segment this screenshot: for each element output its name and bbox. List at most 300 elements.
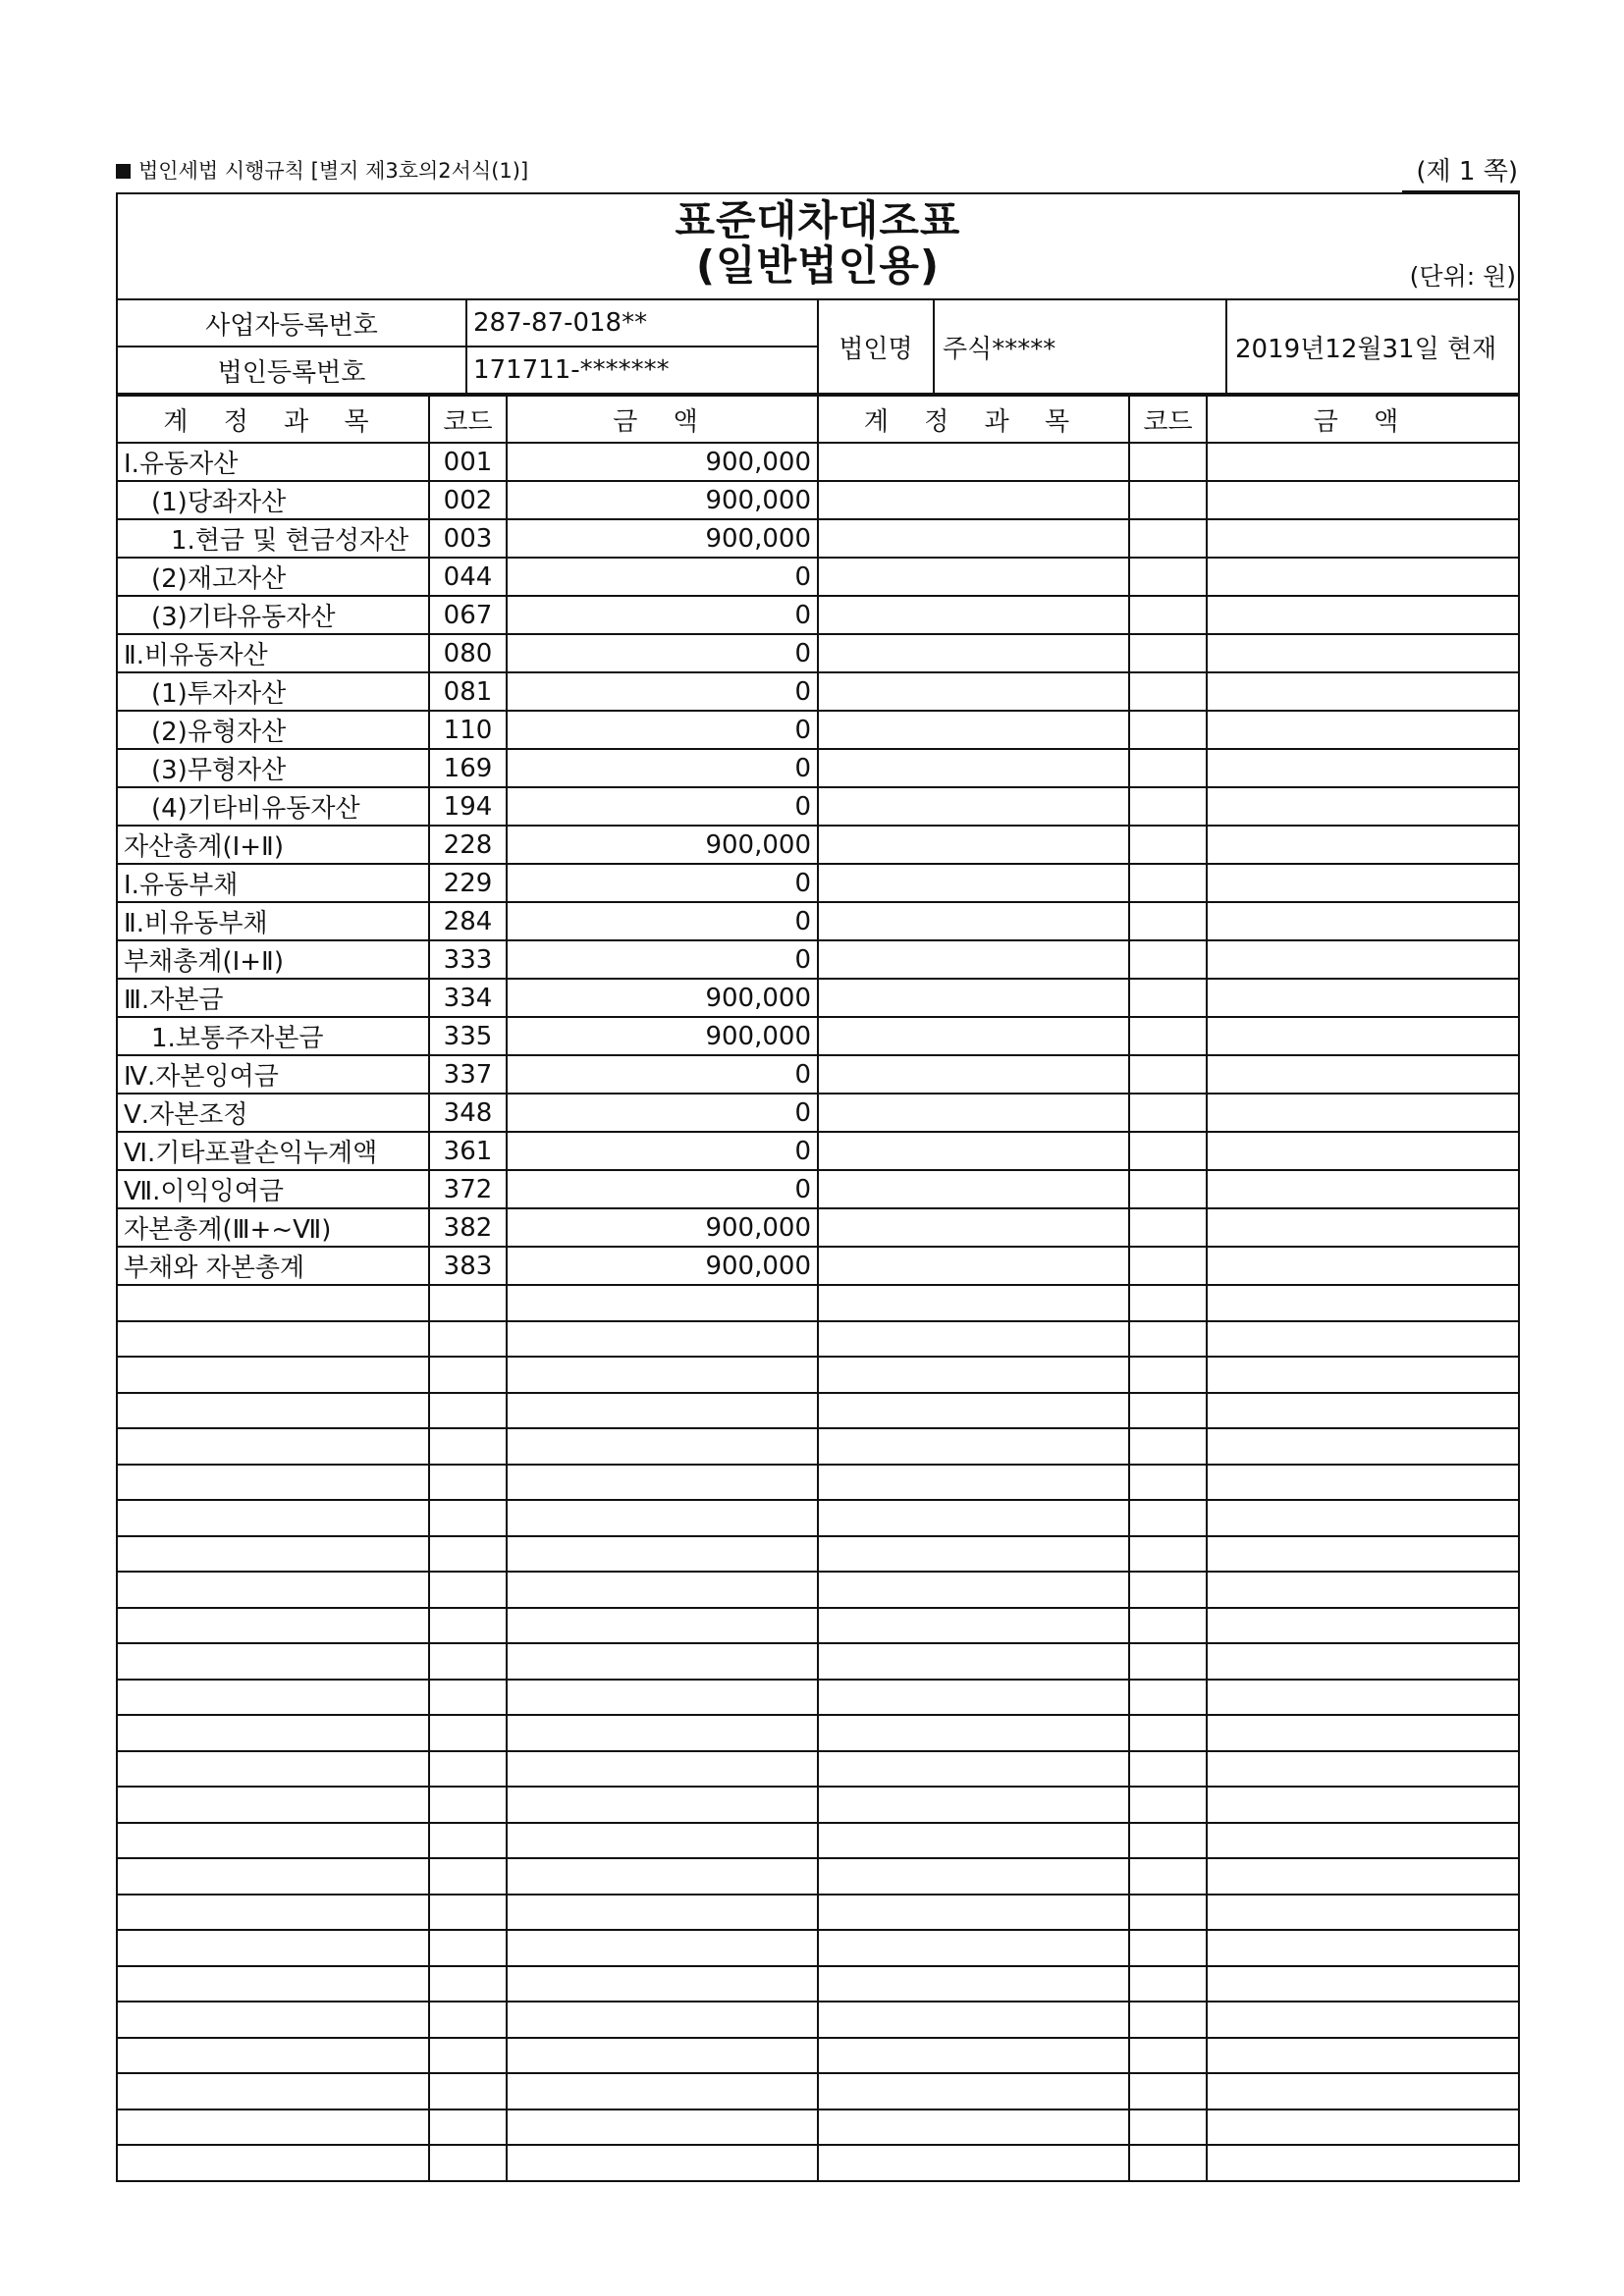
- code-cell: [429, 1393, 507, 1429]
- code-cell-right: [1129, 1321, 1207, 1358]
- account-cell-right: [818, 1643, 1129, 1680]
- code-cell-right: [1129, 1787, 1207, 1823]
- amount-cell: 0: [507, 749, 818, 787]
- amount-cell: [507, 1608, 818, 1644]
- amount-cell: 0: [507, 711, 818, 749]
- amount-cell: 0: [507, 1055, 818, 1094]
- code-cell-right: [1129, 711, 1207, 749]
- table-row: [118, 864, 1518, 902]
- code-cell-right: [1129, 2145, 1207, 2180]
- amount-cell: [507, 2109, 818, 2146]
- code-cell: [429, 1966, 507, 2002]
- code-cell: [429, 2073, 507, 2109]
- amount-cell: 0: [507, 558, 818, 596]
- code-cell: [429, 1680, 507, 1716]
- col-header-code-right: 코드: [1129, 396, 1207, 443]
- table-row: [118, 2002, 1518, 2038]
- code-cell: 067: [429, 596, 507, 634]
- col-header-code-left: 코드: [429, 396, 507, 443]
- code-cell: [429, 1285, 507, 1321]
- account-cell-right: [818, 711, 1129, 749]
- code-cell: [429, 1715, 507, 1751]
- amount-cell: [507, 1751, 818, 1788]
- account-cell: (3)무형자산: [118, 749, 429, 787]
- code-cell: [429, 2002, 507, 2038]
- amount-cell: 900,000: [507, 443, 818, 481]
- amount-cell-right: [1207, 1132, 1518, 1170]
- table-row: [118, 1643, 1518, 1680]
- code-cell: [429, 1357, 507, 1393]
- amount-cell-right: [1207, 787, 1518, 826]
- account-cell-right: [818, 1500, 1129, 1536]
- amount-cell-right: [1207, 1321, 1518, 1358]
- account-cell-right: [818, 1787, 1129, 1823]
- code-cell-right: [1129, 940, 1207, 979]
- code-cell: 194: [429, 787, 507, 826]
- code-cell: 333: [429, 940, 507, 979]
- code-cell: [429, 1858, 507, 1895]
- account-cell-right: [818, 1132, 1129, 1170]
- code-cell: 335: [429, 1017, 507, 1055]
- amount-cell-right: [1207, 481, 1518, 519]
- code-cell-right: [1129, 1715, 1207, 1751]
- table-row: [118, 1428, 1518, 1465]
- code-cell-right: [1129, 787, 1207, 826]
- account-cell: [118, 2073, 429, 2109]
- amount-cell: [507, 1536, 818, 1573]
- code-cell-right: [1129, 902, 1207, 940]
- account-cell-right: [818, 1357, 1129, 1393]
- table-row: [118, 1500, 1518, 1536]
- code-cell: [429, 1751, 507, 1788]
- code-cell: [429, 1321, 507, 1358]
- amount-cell: [507, 1930, 818, 1966]
- table-row: [118, 1017, 1518, 1055]
- amount-cell-right: [1207, 1357, 1518, 1393]
- amount-cell-right: [1207, 864, 1518, 902]
- amount-cell-right: [1207, 1966, 1518, 2002]
- table-row: [118, 1930, 1518, 1966]
- code-cell-right: [1129, 1966, 1207, 2002]
- amount-cell-right: [1207, 2145, 1518, 2180]
- amount-cell-right: [1207, 1823, 1518, 1859]
- account-cell: Ⅴ.자본조정: [118, 1094, 429, 1132]
- account-cell: [118, 1357, 429, 1393]
- code-cell-right: [1129, 1680, 1207, 1716]
- account-cell-right: [818, 558, 1129, 596]
- account-cell: Ⅶ.이익잉여금: [118, 1170, 429, 1208]
- code-cell: 169: [429, 749, 507, 787]
- table-row: [118, 1094, 1518, 1132]
- account-cell: [118, 1715, 429, 1751]
- code-cell-right: [1129, 672, 1207, 711]
- table-row: [118, 1393, 1518, 1429]
- account-cell-right: [818, 940, 1129, 979]
- amount-cell-right: [1207, 826, 1518, 864]
- code-cell-right: [1129, 1572, 1207, 1608]
- account-cell-right: [818, 1017, 1129, 1055]
- amount-cell: [507, 1787, 818, 1823]
- amount-cell: [507, 2038, 818, 2074]
- amount-cell: 900,000: [507, 1247, 818, 1285]
- table-row: [118, 1170, 1518, 1208]
- account-cell-right: [818, 443, 1129, 481]
- code-cell-right: [1129, 1285, 1207, 1321]
- account-cell: Ⅲ.자본금: [118, 979, 429, 1017]
- table-row: [118, 1751, 1518, 1788]
- code-cell-right: [1129, 1608, 1207, 1644]
- account-cell-right: [818, 1393, 1129, 1429]
- amount-cell-right: [1207, 1751, 1518, 1788]
- code-cell: 081: [429, 672, 507, 711]
- unit-label: (단위: 원): [1409, 262, 1516, 291]
- code-cell: [429, 2145, 507, 2180]
- account-cell: [118, 1680, 429, 1716]
- amount-cell-right: [1207, 1715, 1518, 1751]
- amount-cell-right: [1207, 2002, 1518, 2038]
- amount-cell: [507, 1715, 818, 1751]
- account-cell: Ⅵ.기타포괄손익누계액: [118, 1132, 429, 1170]
- corp-reg-value: 171711-*******: [466, 347, 818, 394]
- amount-cell: [507, 1428, 818, 1465]
- amount-cell: 0: [507, 672, 818, 711]
- table-row: [118, 481, 1518, 519]
- account-cell: Ⅳ.자본잉여금: [118, 1055, 429, 1094]
- account-cell-right: [818, 2145, 1129, 2180]
- table-row: [118, 1247, 1518, 1285]
- amount-cell-right: [1207, 1680, 1518, 1716]
- amount-cell-right: [1207, 1393, 1518, 1429]
- account-cell: [118, 1500, 429, 1536]
- amount-cell-right: [1207, 1285, 1518, 1321]
- amount-cell-right: [1207, 596, 1518, 634]
- table-row: [118, 2109, 1518, 2146]
- code-cell: [429, 1536, 507, 1573]
- account-cell: [118, 2038, 429, 2074]
- company-info-table: [118, 300, 1518, 395]
- amount-cell: 900,000: [507, 1017, 818, 1055]
- code-cell: [429, 1823, 507, 1859]
- form-header: [116, 149, 1520, 192]
- account-cell-right: [818, 2073, 1129, 2109]
- amount-cell: 0: [507, 634, 818, 672]
- code-cell: 383: [429, 1247, 507, 1285]
- code-cell: 080: [429, 634, 507, 672]
- account-cell: [118, 1751, 429, 1788]
- col-header-amount-left: 금 액: [507, 396, 818, 443]
- amount-cell: [507, 1285, 818, 1321]
- code-cell-right: [1129, 1208, 1207, 1247]
- amount-cell-right: [1207, 1643, 1518, 1680]
- code-cell-right: [1129, 2038, 1207, 2074]
- amount-cell-right: [1207, 1930, 1518, 1966]
- account-cell-right: [818, 2109, 1129, 2146]
- table-row: [118, 519, 1518, 558]
- account-cell: [118, 1393, 429, 1429]
- code-cell-right: [1129, 1247, 1207, 1285]
- code-cell: 372: [429, 1170, 507, 1208]
- table-row: [118, 1357, 1518, 1393]
- amount-cell-right: [1207, 1208, 1518, 1247]
- amount-cell-right: [1207, 902, 1518, 940]
- account-cell: (2)재고자산: [118, 558, 429, 596]
- code-cell-right: [1129, 1643, 1207, 1680]
- code-cell-right: [1129, 443, 1207, 481]
- amount-cell: [507, 1858, 818, 1895]
- code-cell-right: [1129, 1132, 1207, 1170]
- code-cell: [429, 1895, 507, 1931]
- table-row: [118, 2073, 1518, 2109]
- amount-cell: [507, 1465, 818, 1501]
- code-cell-right: [1129, 826, 1207, 864]
- amount-cell-right: [1207, 1465, 1518, 1501]
- corp-reg-label: 법인등록번호: [118, 347, 466, 394]
- table-row: [118, 826, 1518, 864]
- code-cell: [429, 2038, 507, 2074]
- table-row: [118, 1966, 1518, 2002]
- biz-reg-label: 사업자등록번호: [118, 300, 466, 347]
- code-cell-right: [1129, 1536, 1207, 1573]
- amount-cell-right: [1207, 2109, 1518, 2146]
- amount-cell-right: [1207, 1500, 1518, 1536]
- amount-cell: [507, 1680, 818, 1716]
- account-cell: Ⅰ.유동부채: [118, 864, 429, 902]
- amount-cell: [507, 1321, 818, 1358]
- table-row: [118, 1858, 1518, 1895]
- account-cell: [118, 1823, 429, 1859]
- amount-cell: 900,000: [507, 979, 818, 1017]
- table-row: [118, 672, 1518, 711]
- table-row: [118, 1055, 1518, 1094]
- table-row: [118, 1608, 1518, 1644]
- amount-cell-right: [1207, 558, 1518, 596]
- amount-cell: 0: [507, 1094, 818, 1132]
- amount-cell-right: [1207, 672, 1518, 711]
- amount-cell-right: [1207, 1055, 1518, 1094]
- page-number: (제 1 쪽): [1416, 157, 1518, 187]
- code-cell-right: [1129, 1170, 1207, 1208]
- account-cell: 1.보통주자본금: [118, 1017, 429, 1055]
- code-cell-right: [1129, 1465, 1207, 1501]
- amount-cell: 900,000: [507, 481, 818, 519]
- code-cell-right: [1129, 1017, 1207, 1055]
- account-cell-right: [818, 1966, 1129, 2002]
- table-row: [118, 1680, 1518, 1716]
- table-row: [118, 1895, 1518, 1931]
- amount-cell-right: [1207, 1170, 1518, 1208]
- code-cell-right: [1129, 2002, 1207, 2038]
- table-row: [118, 1572, 1518, 1608]
- amount-cell: 900,000: [507, 1208, 818, 1247]
- table-row: [118, 902, 1518, 940]
- amount-cell: 0: [507, 787, 818, 826]
- amount-cell-right: [1207, 1895, 1518, 1931]
- amount-cell: [507, 2145, 818, 2180]
- code-cell-right: [1129, 1823, 1207, 1859]
- code-cell: [429, 2109, 507, 2146]
- code-cell: 361: [429, 1132, 507, 1170]
- form-title-line2: (일반법인용): [695, 241, 941, 290]
- account-cell: (1)투자자산: [118, 672, 429, 711]
- amount-cell-right: [1207, 519, 1518, 558]
- code-cell: 001: [429, 443, 507, 481]
- account-cell-right: [818, 1321, 1129, 1358]
- col-header-amount-right: 금 액: [1207, 396, 1518, 443]
- account-cell: 부채와 자본총계: [118, 1247, 429, 1285]
- table-row: [118, 979, 1518, 1017]
- account-cell: [118, 1858, 429, 1895]
- code-cell: 110: [429, 711, 507, 749]
- code-cell: 229: [429, 864, 507, 902]
- square-bullet-icon: [116, 164, 131, 179]
- amount-cell-right: [1207, 711, 1518, 749]
- account-cell-right: [818, 1572, 1129, 1608]
- account-cell-right: [818, 1536, 1129, 1573]
- code-cell-right: [1129, 519, 1207, 558]
- amount-cell-right: [1207, 749, 1518, 787]
- account-cell: [118, 1465, 429, 1501]
- account-cell-right: [818, 749, 1129, 787]
- code-cell: [429, 1500, 507, 1536]
- amount-cell-right: [1207, 443, 1518, 481]
- code-cell-right: [1129, 1930, 1207, 1966]
- code-cell: 348: [429, 1094, 507, 1132]
- account-cell-right: [818, 1751, 1129, 1788]
- account-cell-right: [818, 1823, 1129, 1859]
- amount-cell: 0: [507, 1132, 818, 1170]
- account-cell-right: [818, 1858, 1129, 1895]
- account-cell: [118, 1285, 429, 1321]
- amount-cell: 900,000: [507, 519, 818, 558]
- amount-cell: 0: [507, 596, 818, 634]
- balance-table: [118, 395, 1518, 2180]
- amount-cell-right: [1207, 1536, 1518, 1573]
- code-cell: [429, 1787, 507, 1823]
- amount-cell: 900,000: [507, 826, 818, 864]
- amount-cell-right: [1207, 1608, 1518, 1644]
- account-cell: [118, 1321, 429, 1358]
- code-cell-right: [1129, 1500, 1207, 1536]
- account-cell: 자본총계(Ⅲ+~Ⅶ): [118, 1208, 429, 1247]
- code-cell: 337: [429, 1055, 507, 1094]
- legal-basis-text: 법인세법 시행규칙 [별지 제3호의2서식(1)]: [138, 159, 529, 183]
- code-cell-right: [1129, 979, 1207, 1017]
- account-cell: Ⅱ.비유동부채: [118, 902, 429, 940]
- code-cell: 228: [429, 826, 507, 864]
- amount-cell: [507, 1500, 818, 1536]
- account-cell-right: [818, 596, 1129, 634]
- corp-name-value: 주식*****: [934, 300, 1226, 394]
- amount-cell: 0: [507, 902, 818, 940]
- account-cell: [118, 1930, 429, 1966]
- amount-cell-right: [1207, 940, 1518, 979]
- amount-cell: [507, 2002, 818, 2038]
- code-cell: 002: [429, 481, 507, 519]
- code-cell: [429, 1572, 507, 1608]
- account-cell-right: [818, 634, 1129, 672]
- code-cell-right: [1129, 2073, 1207, 2109]
- code-cell-right: [1129, 1751, 1207, 1788]
- table-row: [118, 711, 1518, 749]
- table-row: [118, 787, 1518, 826]
- account-cell-right: [818, 1094, 1129, 1132]
- amount-cell-right: [1207, 1428, 1518, 1465]
- account-cell-right: [818, 1680, 1129, 1716]
- code-cell: [429, 1643, 507, 1680]
- table-row: [118, 1321, 1518, 1358]
- account-cell-right: [818, 787, 1129, 826]
- table-row: [118, 1823, 1518, 1859]
- account-cell: Ⅱ.비유동자산: [118, 634, 429, 672]
- amount-cell-right: [1207, 979, 1518, 1017]
- amount-cell: [507, 1393, 818, 1429]
- amount-cell-right: [1207, 1094, 1518, 1132]
- table-row: [118, 2038, 1518, 2074]
- form-title-line1: 표준대차대조표: [675, 196, 961, 244]
- code-cell: 334: [429, 979, 507, 1017]
- code-cell: [429, 1608, 507, 1644]
- code-cell: 382: [429, 1208, 507, 1247]
- account-cell: (3)기타유동자산: [118, 596, 429, 634]
- biz-reg-value: 287-87-018**: [466, 300, 818, 347]
- account-cell: [118, 1428, 429, 1465]
- code-cell-right: [1129, 1858, 1207, 1895]
- account-cell: [118, 1966, 429, 2002]
- account-cell: 자산총계(Ⅰ+Ⅱ): [118, 826, 429, 864]
- account-cell: [118, 1895, 429, 1931]
- account-cell-right: [818, 519, 1129, 558]
- amount-cell: [507, 2073, 818, 2109]
- corp-name-label: 법인명: [818, 300, 934, 394]
- amount-cell: 0: [507, 1170, 818, 1208]
- amount-cell: [507, 1823, 818, 1859]
- account-cell-right: [818, 481, 1129, 519]
- form-title: [118, 198, 1518, 289]
- account-cell-right: [818, 1208, 1129, 1247]
- amount-cell: 0: [507, 864, 818, 902]
- title-block: [118, 194, 1518, 300]
- amount-cell-right: [1207, 1572, 1518, 1608]
- account-cell-right: [818, 1428, 1129, 1465]
- account-cell: [118, 1536, 429, 1573]
- account-cell-right: [818, 902, 1129, 940]
- amount-cell: [507, 1895, 818, 1931]
- table-row: [118, 1465, 1518, 1501]
- code-cell-right: [1129, 1895, 1207, 1931]
- code-cell: 044: [429, 558, 507, 596]
- code-cell-right: [1129, 1094, 1207, 1132]
- code-cell-right: [1129, 864, 1207, 902]
- code-cell-right: [1129, 634, 1207, 672]
- amount-cell-right: [1207, 1858, 1518, 1895]
- amount-cell-right: [1207, 2038, 1518, 2074]
- table-row: [118, 940, 1518, 979]
- account-cell: (4)기타비유동자산: [118, 787, 429, 826]
- as-of-date: 2019년12월31일 현재: [1226, 300, 1518, 394]
- account-cell-right: [818, 1930, 1129, 1966]
- table-header-row: [118, 396, 1518, 443]
- account-cell-right: [818, 1170, 1129, 1208]
- account-cell: (2)유형자산: [118, 711, 429, 749]
- amount-cell: [507, 1357, 818, 1393]
- code-cell-right: [1129, 1055, 1207, 1094]
- amount-cell-right: [1207, 1247, 1518, 1285]
- account-cell-right: [818, 2002, 1129, 2038]
- account-cell-right: [818, 1895, 1129, 1931]
- code-cell-right: [1129, 481, 1207, 519]
- account-cell-right: [818, 1285, 1129, 1321]
- amount-cell: [507, 1572, 818, 1608]
